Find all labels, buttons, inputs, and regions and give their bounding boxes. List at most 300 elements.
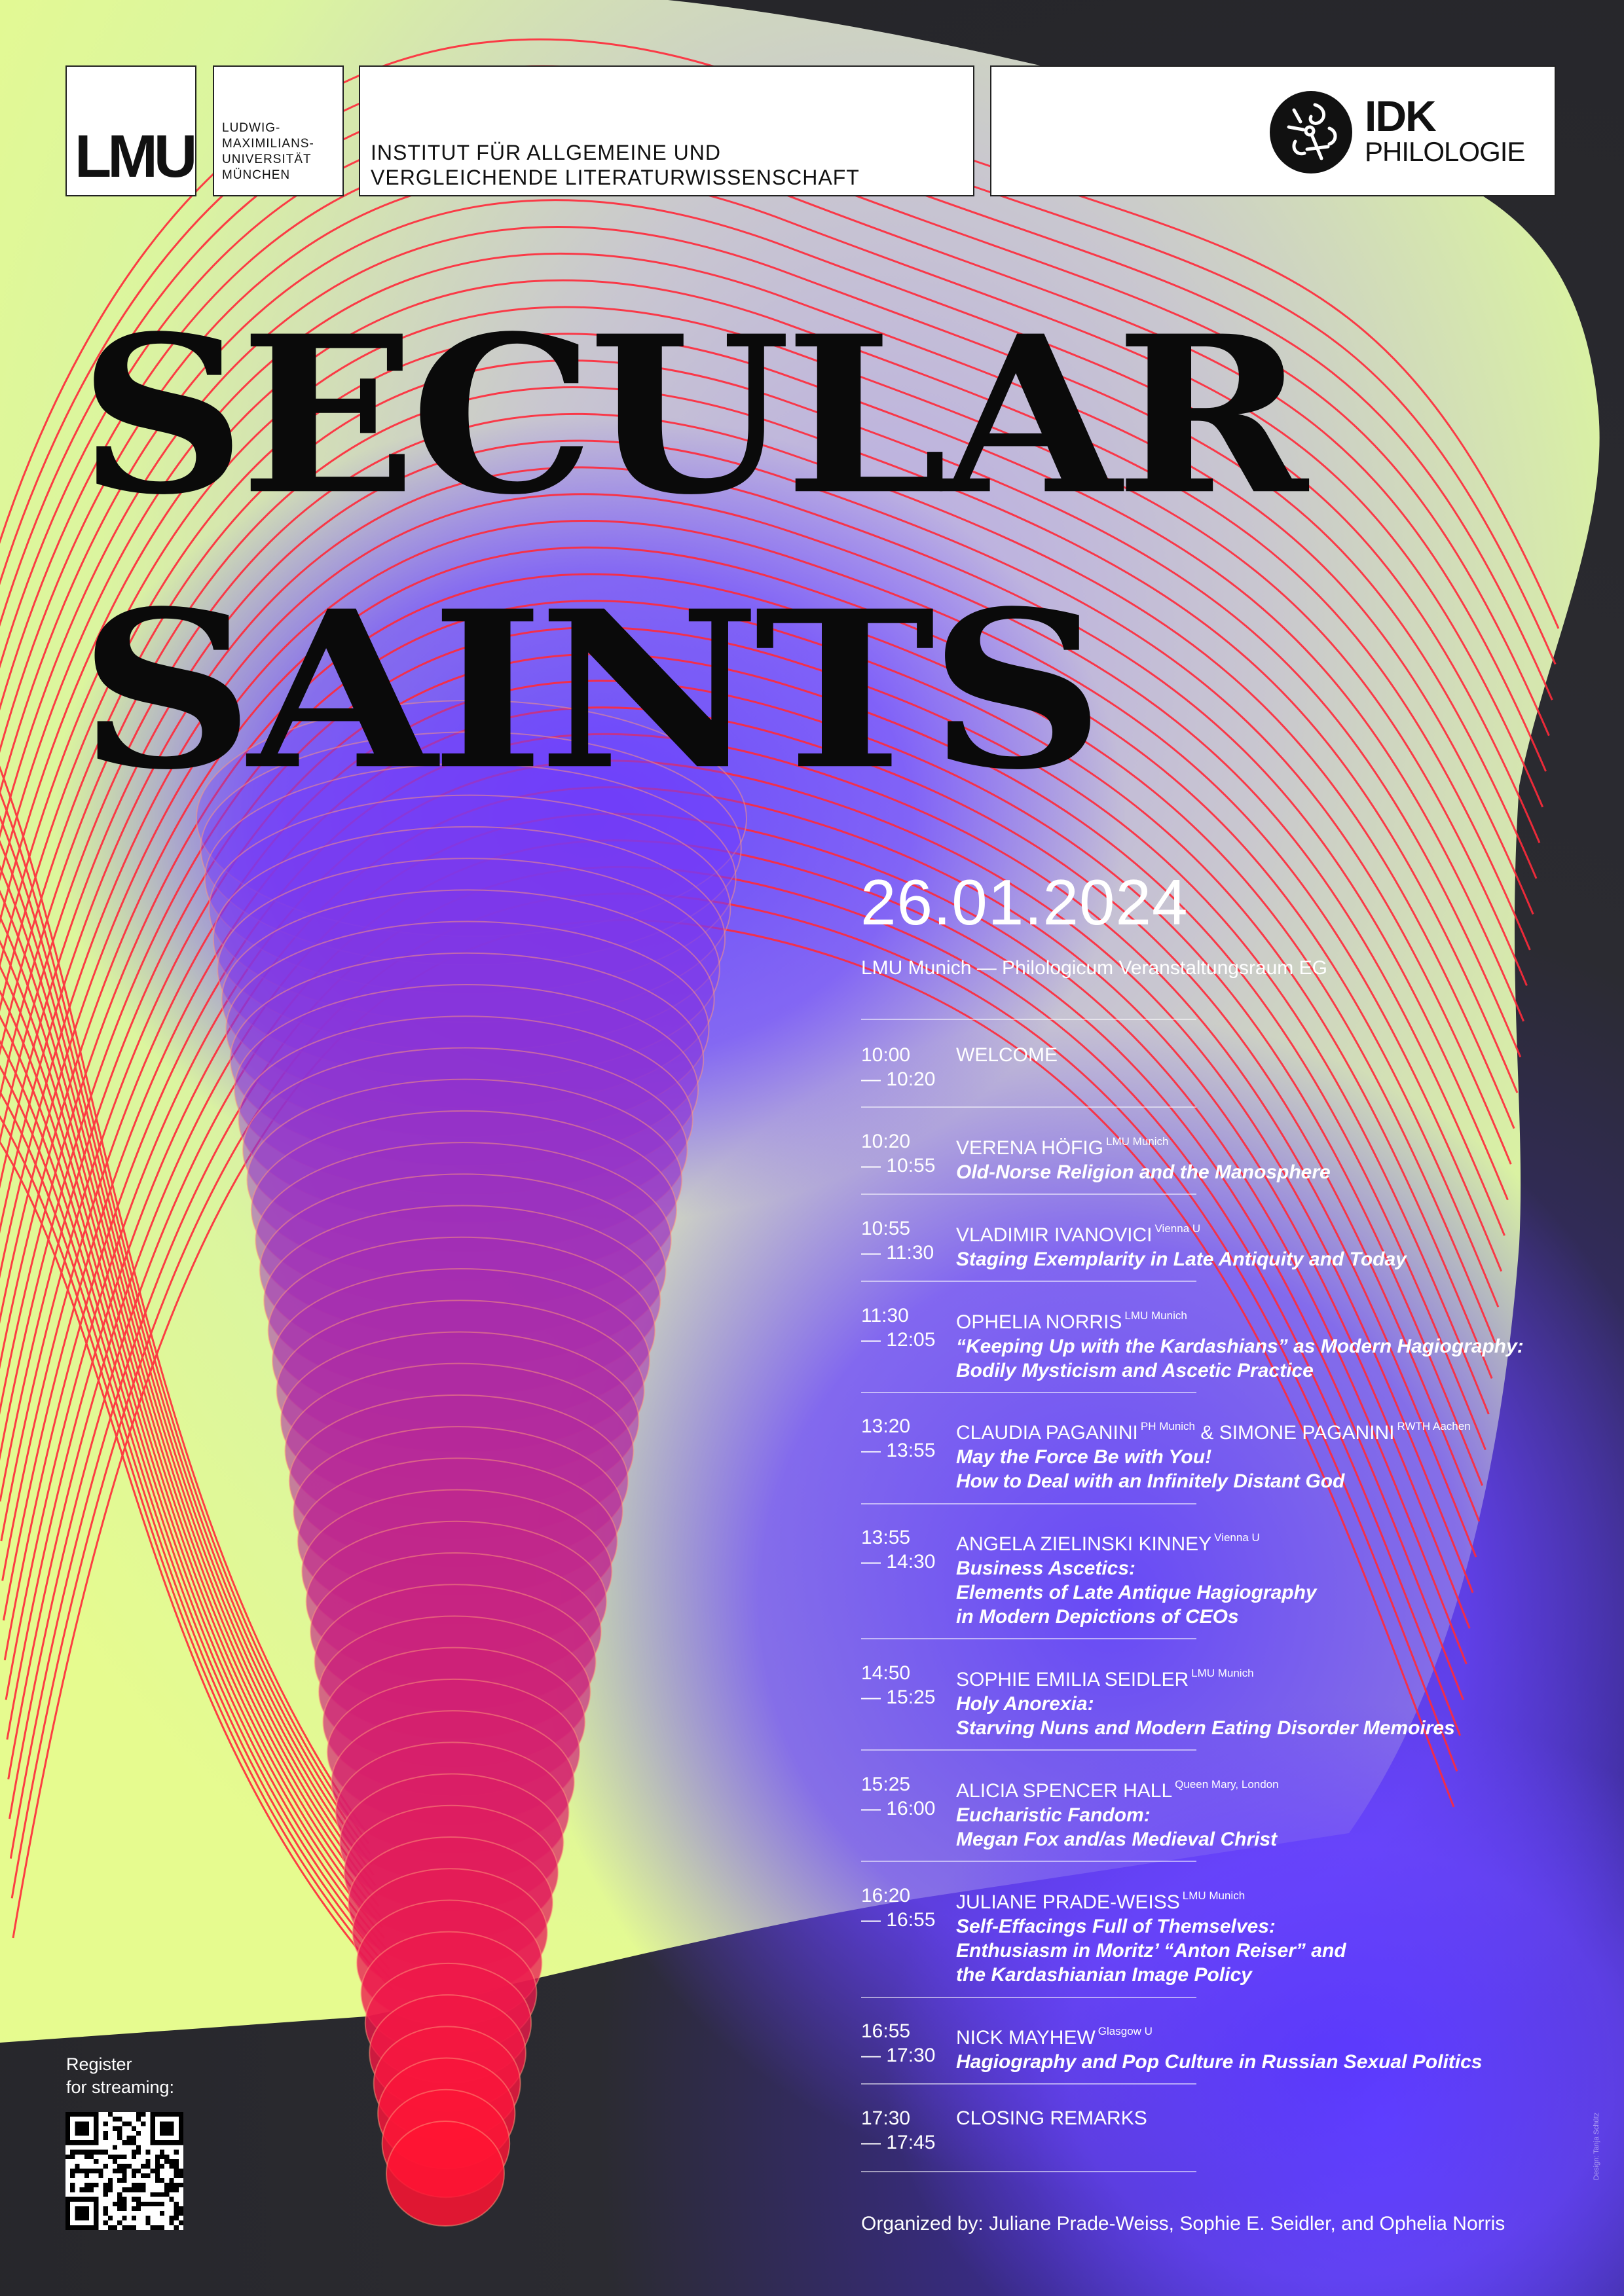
qr-module — [179, 2211, 183, 2215]
qr-module — [103, 2192, 108, 2196]
qr-module — [80, 2168, 84, 2173]
qr-module — [122, 2197, 126, 2202]
time-slot — [861, 1216, 953, 1265]
end-time: — 13:55 — [861, 1440, 936, 1461]
start-time: 16:55 — [861, 2020, 911, 2042]
qr-module — [155, 2155, 160, 2159]
talk-title: Holy Anorexia: — [956, 1693, 1094, 1715]
speaker-line — [956, 1129, 1604, 1160]
speaker-name: VERENA HÖFIG — [956, 1137, 1104, 1159]
program-divider — [861, 1638, 1196, 1639]
qr-module — [113, 2126, 117, 2131]
end-time: — 16:00 — [861, 1798, 936, 1819]
speaker-affiliation: Vienna U — [1214, 1531, 1260, 1544]
talk-title: Eucharistic Fandom: — [956, 1804, 1151, 1826]
qr-module — [98, 2174, 103, 2178]
qr-module — [155, 2168, 160, 2173]
talk-title: Starving Nuns and Modern Eating Disorder Memoires — [956, 1717, 1455, 1739]
qr-module — [127, 2136, 132, 2140]
register-label-line: Register — [66, 2054, 132, 2074]
qr-module — [84, 2187, 89, 2192]
qr-module — [70, 2168, 75, 2173]
qr-module — [136, 2117, 141, 2121]
idk-wordmark — [1365, 94, 1524, 166]
qr-module — [103, 2206, 108, 2211]
qr-module — [174, 2211, 179, 2215]
qr-module — [136, 2206, 141, 2211]
qr-module — [145, 2164, 150, 2168]
speaker-line — [956, 1772, 1604, 1803]
time-slot — [861, 1772, 953, 1821]
qr-module — [164, 2159, 169, 2164]
qr-module — [122, 2202, 126, 2206]
qr-module — [108, 2178, 113, 2183]
qr-module — [117, 2155, 122, 2159]
time-slot — [861, 1043, 953, 1091]
time-slot — [861, 1661, 953, 1709]
qr-module — [98, 2168, 103, 2173]
qr-module — [108, 2183, 113, 2187]
talk-title: How to Deal with an Infinitely Distant God — [956, 1470, 1345, 1492]
program-divider — [861, 2083, 1196, 2085]
qr-module — [127, 2164, 132, 2168]
qr-module — [174, 2159, 179, 2164]
qr-module — [136, 2150, 141, 2155]
qr-module — [113, 2168, 117, 2173]
qr-module — [103, 2187, 108, 2192]
qr-module — [94, 2168, 98, 2173]
end-time: — 14:30 — [861, 1551, 936, 1573]
qr-module — [174, 2168, 179, 2173]
qr-module — [103, 2121, 108, 2126]
qr-module — [155, 2202, 160, 2206]
qr-module — [94, 2150, 98, 2155]
qr-module — [169, 2178, 174, 2183]
qr-module — [108, 2225, 113, 2230]
qr-module — [155, 2225, 160, 2230]
university-name-line: LUDWIG- — [222, 121, 281, 135]
qr-module — [108, 2155, 113, 2159]
end-time: — 12:05 — [861, 1329, 936, 1351]
talk-title: May the Force Be with You! — [956, 1446, 1212, 1468]
speaker-line — [956, 1303, 1604, 1334]
qr-module — [117, 2202, 122, 2206]
organizers: Organized by: Juliane Prade-Weiss, Sophie E. Seidler, and Ophelia Norris — [861, 2213, 1505, 2234]
qr-module — [132, 2155, 136, 2159]
program-entry — [956, 1303, 1604, 1383]
qr-module — [132, 2150, 136, 2155]
qr-module — [132, 2140, 136, 2145]
qr-module — [155, 2164, 160, 2168]
talk-title: “Keeping Up with the Kardashians” as Modern Hagiography: — [956, 1336, 1524, 1357]
end-time: — 11:30 — [861, 1242, 934, 1264]
time-slot — [861, 2106, 953, 2155]
qr-module — [179, 2174, 183, 2178]
start-time: 10:55 — [861, 1218, 911, 1239]
speaker-affiliation: PH Munich — [1140, 1420, 1195, 1432]
qr-module — [117, 2178, 122, 2183]
speaker-name: WELCOME — [956, 1044, 1058, 1066]
qr-module — [117, 2221, 122, 2225]
program-entry — [956, 1525, 1604, 1629]
speaker-name: JULIANE PRADE-WEISS — [956, 1891, 1180, 1913]
program-divider — [861, 2171, 1196, 2172]
university-name-line: MAXIMILIANS- — [222, 137, 314, 151]
qr-module — [160, 2225, 164, 2230]
institute-name — [371, 140, 860, 190]
qr-module — [174, 2164, 179, 2168]
qr-module — [145, 2221, 150, 2225]
idk-philologie-logo[interactable] — [990, 65, 1556, 196]
qr-module — [127, 2187, 132, 2192]
qr-module — [160, 2150, 164, 2155]
qr-module — [89, 2183, 94, 2187]
qr-module — [155, 2192, 160, 2196]
qr-module — [174, 2225, 179, 2230]
start-time: 14:50 — [861, 1662, 911, 1684]
qr-module — [164, 2187, 169, 2192]
speaker-affiliation: LMU Munich — [1191, 1667, 1254, 1679]
university-name-box — [213, 65, 344, 196]
cone-ring — [386, 2121, 504, 2226]
speaker-name: CLOSING REMARKS — [956, 2107, 1147, 2129]
talk-title: Business Ascetics: — [956, 1558, 1136, 1579]
qr-module — [155, 2159, 160, 2164]
university-name — [222, 120, 314, 183]
start-time: 13:55 — [861, 1527, 911, 1548]
speaker-affiliation: Glasgow U — [1098, 2025, 1153, 2037]
streaming-qr-code[interactable] — [65, 2112, 183, 2230]
qr-module — [169, 2197, 174, 2202]
talk-title: Bodily Mysticism and Ascetic Practice — [956, 1360, 1314, 1381]
qr-module — [160, 2211, 164, 2215]
qr-module — [122, 2155, 126, 2159]
speaker-line — [956, 1884, 1604, 1914]
qr-module — [80, 2187, 84, 2192]
qr-module — [103, 2136, 108, 2140]
qr-module — [108, 2187, 113, 2192]
qr-module — [122, 2168, 126, 2173]
qr-module — [122, 2215, 126, 2220]
qr-module — [174, 2215, 179, 2220]
qr-module — [113, 2155, 117, 2159]
qr-module — [117, 2192, 122, 2196]
qr-module — [141, 2202, 145, 2206]
qr-module — [160, 2192, 164, 2196]
qr-module — [65, 2155, 70, 2159]
qr-module — [103, 2183, 108, 2187]
start-time: 11:30 — [861, 1305, 909, 1326]
time-slot — [861, 1884, 953, 1932]
program-entry — [956, 1414, 1604, 1493]
program-divider — [861, 1749, 1196, 1751]
speaker-line — [956, 1414, 1604, 1445]
qr-module — [103, 2131, 108, 2136]
qr-module — [113, 2117, 117, 2121]
qr-module — [145, 2215, 150, 2220]
qr-module — [179, 2221, 183, 2225]
end-time: — 16:55 — [861, 1909, 936, 1931]
talk-title: Hagiography and Pop Culture in Russian Sexual Politics — [956, 2051, 1483, 2073]
speaker-name-2: & SIMONE PAGANINI — [1200, 1422, 1395, 1444]
qr-module — [155, 2174, 160, 2178]
speaker-affiliation-2: RWTH Aachen — [1397, 1420, 1471, 1432]
qr-module — [132, 2174, 136, 2178]
program-divider — [861, 1503, 1196, 1504]
qr-module — [136, 2112, 141, 2117]
qr-module — [179, 2206, 183, 2211]
register-label-line: for streaming: — [66, 2077, 175, 2097]
talk-title: Megan Fox and/as Medieval Christ — [956, 1829, 1278, 1850]
qr-module — [75, 2206, 89, 2221]
time-slot — [861, 1525, 953, 1574]
end-time: — 15:25 — [861, 1686, 936, 1708]
qr-module — [141, 2174, 145, 2178]
qr-module — [179, 2183, 183, 2187]
university-name-line: UNIVERSITÄT — [222, 153, 312, 166]
qr-module — [117, 2168, 122, 2173]
start-time: 15:25 — [861, 1774, 911, 1795]
qr-module — [117, 2131, 122, 2136]
speaker-affiliation: Queen Mary, London — [1175, 1778, 1279, 1791]
qr-module — [127, 2140, 132, 2145]
talk-title: Old-Norse Religion and the Manosphere — [956, 1161, 1331, 1183]
qr-module — [84, 2150, 89, 2155]
qr-module — [89, 2168, 94, 2173]
qr-module — [160, 2164, 164, 2168]
qr-module — [136, 2145, 141, 2149]
talk-title: Self-Effacings Full of Themselves: — [956, 1916, 1276, 1937]
qr-module — [113, 2202, 117, 2206]
speaker-name: ANGELA ZIELINSKI KINNEY — [956, 1533, 1212, 1555]
qr-module — [117, 2117, 122, 2121]
speaker-affiliation: LMU Munich — [1124, 1309, 1187, 1322]
qr-module — [94, 2183, 98, 2187]
speaker-name: VLADIMIR IVANOVICI — [956, 1224, 1153, 1246]
qr-module — [122, 2225, 126, 2230]
qr-module — [136, 2202, 141, 2206]
idk-emblem-icon — [1269, 90, 1353, 174]
qr-module — [80, 2150, 84, 2155]
qr-module — [141, 2183, 145, 2187]
qr-module — [122, 2140, 126, 2145]
qr-module — [132, 2168, 136, 2173]
qr-module — [169, 2159, 174, 2164]
qr-module — [174, 2150, 179, 2155]
qr-module — [113, 2145, 117, 2149]
qr-module — [141, 2187, 145, 2192]
qr-module — [136, 2187, 141, 2192]
qr-module — [84, 2155, 89, 2159]
qr-module — [122, 2187, 126, 2192]
qr-module — [155, 2178, 160, 2183]
qr-module — [151, 2168, 155, 2173]
qr-module — [127, 2225, 132, 2230]
time-slot — [861, 1414, 953, 1463]
institute-name-box — [359, 65, 974, 196]
qr-module — [169, 2183, 174, 2187]
event-date: 26.01.2024 — [860, 866, 1189, 938]
qr-module — [122, 2164, 126, 2168]
qr-module — [70, 2183, 75, 2187]
qr-module — [132, 2225, 136, 2230]
start-time: 16:20 — [861, 1885, 911, 1906]
qr-module — [132, 2183, 136, 2187]
institute-name-line: INSTITUT FÜR ALLGEMEINE UND — [371, 141, 721, 164]
qr-module — [132, 2136, 136, 2140]
qr-module — [169, 2215, 174, 2220]
poster-title-line-2: SAINTS — [79, 563, 1099, 818]
qr-module — [117, 2164, 122, 2168]
program-entry — [956, 1772, 1604, 1851]
program-entry — [956, 2019, 1604, 2074]
speaker-line — [956, 1216, 1604, 1247]
qr-module — [103, 2221, 108, 2225]
program-divider — [861, 1106, 1196, 1108]
start-time: 10:20 — [861, 1131, 911, 1152]
qr-module — [145, 2174, 150, 2178]
qr-module — [94, 2159, 98, 2164]
program-divider — [861, 1194, 1196, 1195]
talk-title: the Kardashianian Image Policy — [956, 1964, 1252, 1986]
qr-module — [136, 2183, 141, 2187]
register-label — [66, 2053, 174, 2099]
qr-module — [151, 2225, 155, 2230]
qr-module — [103, 2150, 108, 2155]
qr-module — [136, 2131, 141, 2136]
program-divider — [861, 1861, 1196, 1862]
program-entry — [956, 1216, 1604, 1271]
program-entry — [956, 1043, 1604, 1067]
qr-module — [113, 2159, 117, 2164]
speaker-name: SOPHIE EMILIA SEIDLER — [956, 1669, 1189, 1690]
qr-module — [136, 2168, 141, 2173]
qr-module — [132, 2187, 136, 2192]
time-slot — [861, 1303, 953, 1352]
speaker-name: NICK MAYHEW — [956, 2027, 1096, 2049]
qr-module — [164, 2192, 169, 2196]
program-entry — [956, 1661, 1604, 1740]
idk-wordmark-line2: PHILOLOGIE — [1365, 136, 1525, 167]
qr-module — [145, 2202, 150, 2206]
university-name-line: MÜNCHEN — [222, 168, 291, 182]
qr-module — [174, 2202, 179, 2206]
qr-module — [169, 2164, 174, 2168]
program-divider — [861, 1019, 1196, 1020]
qr-module — [151, 2192, 155, 2196]
qr-module — [141, 2121, 145, 2126]
qr-module — [84, 2168, 89, 2173]
qr-module — [141, 2164, 145, 2168]
lmu-logo-text: LMU — [75, 123, 194, 190]
qr-module — [108, 2112, 113, 2117]
program-entry — [956, 1884, 1604, 1987]
poster-title-line-1: SECULAR — [79, 288, 1302, 543]
qr-module — [174, 2206, 179, 2211]
qr-module — [132, 2215, 136, 2220]
qr-module — [117, 2206, 122, 2211]
speaker-name: OPHELIA NORRIS — [956, 1311, 1122, 1333]
qr-module — [75, 2121, 89, 2136]
speaker-line — [956, 1525, 1604, 1556]
talk-title: Enthusiasm in Moritz’ “Anton Reiser” and — [956, 1940, 1346, 1961]
institute-name-line: VERGLEICHENDE LITERATURWISSENSCHAFT — [371, 166, 860, 189]
program-entry — [956, 2106, 1604, 2130]
qr-module — [117, 2126, 122, 2131]
end-time: — 10:20 — [861, 1068, 936, 1090]
qr-module — [164, 2183, 169, 2187]
lmu-logo[interactable] — [65, 65, 196, 196]
qr-module — [132, 2206, 136, 2211]
qr-module — [132, 2197, 136, 2202]
program-divider — [861, 1997, 1196, 1998]
qr-module — [117, 2136, 122, 2140]
qr-module — [70, 2155, 75, 2159]
qr-module — [103, 2164, 108, 2168]
event-venue: LMU Munich — Philologicum Veranstaltungsraum EG — [861, 957, 1327, 979]
qr-module — [122, 2121, 126, 2126]
qr-module — [70, 2187, 75, 2192]
qr-module — [70, 2174, 75, 2178]
qr-module — [122, 2174, 126, 2178]
speaker-affiliation: LMU Munich — [1106, 1135, 1169, 1148]
design-credit: Design: Tanja Schütz — [1593, 2112, 1600, 2180]
qr-module — [145, 2159, 150, 2164]
talk-title: Elements of Late Antique Hagiography — [956, 1582, 1317, 1603]
qr-module — [160, 2202, 164, 2206]
qr-module — [122, 2206, 126, 2211]
qr-module — [174, 2187, 179, 2192]
qr-module — [160, 2178, 164, 2183]
qr-module — [169, 2221, 174, 2225]
start-time: 17:30 — [861, 2107, 911, 2129]
speaker-name: CLAUDIA PAGANINI — [956, 1422, 1138, 1444]
qr-module — [160, 2121, 174, 2136]
qr-module — [89, 2150, 94, 2155]
time-slot — [861, 2019, 953, 2068]
qr-module — [89, 2155, 94, 2159]
qr-module — [132, 2126, 136, 2131]
qr-module — [103, 2211, 108, 2215]
talk-title: in Modern Depictions of CEOs — [956, 1606, 1239, 1628]
time-slot — [861, 1129, 953, 1178]
talk-title: Staging Exemplarity in Late Antiquity and Today — [956, 1248, 1407, 1270]
qr-module — [89, 2187, 94, 2192]
qr-module — [84, 2183, 89, 2187]
qr-module — [179, 2168, 183, 2173]
qr-module — [160, 2155, 164, 2159]
program-divider — [861, 1281, 1196, 1282]
end-time: — 17:30 — [861, 2045, 936, 2066]
program-divider — [861, 1392, 1196, 1393]
qr-module — [127, 2121, 132, 2126]
qr-module — [113, 2225, 117, 2230]
qr-module — [164, 2155, 169, 2159]
speaker-line — [956, 1661, 1604, 1692]
qr-module — [98, 2150, 103, 2155]
speaker-name: ALICIA SPENCER HALL — [956, 1780, 1173, 1802]
end-time: — 10:55 — [861, 1155, 936, 1176]
qr-module — [75, 2164, 79, 2168]
qr-module — [108, 2215, 113, 2220]
qr-module — [141, 2112, 145, 2117]
speaker-affiliation: Vienna U — [1154, 1222, 1201, 1235]
qr-module — [174, 2174, 179, 2178]
qr-module — [145, 2150, 150, 2155]
qr-module — [75, 2150, 79, 2155]
qr-module — [136, 2197, 141, 2202]
qr-module — [70, 2150, 75, 2155]
